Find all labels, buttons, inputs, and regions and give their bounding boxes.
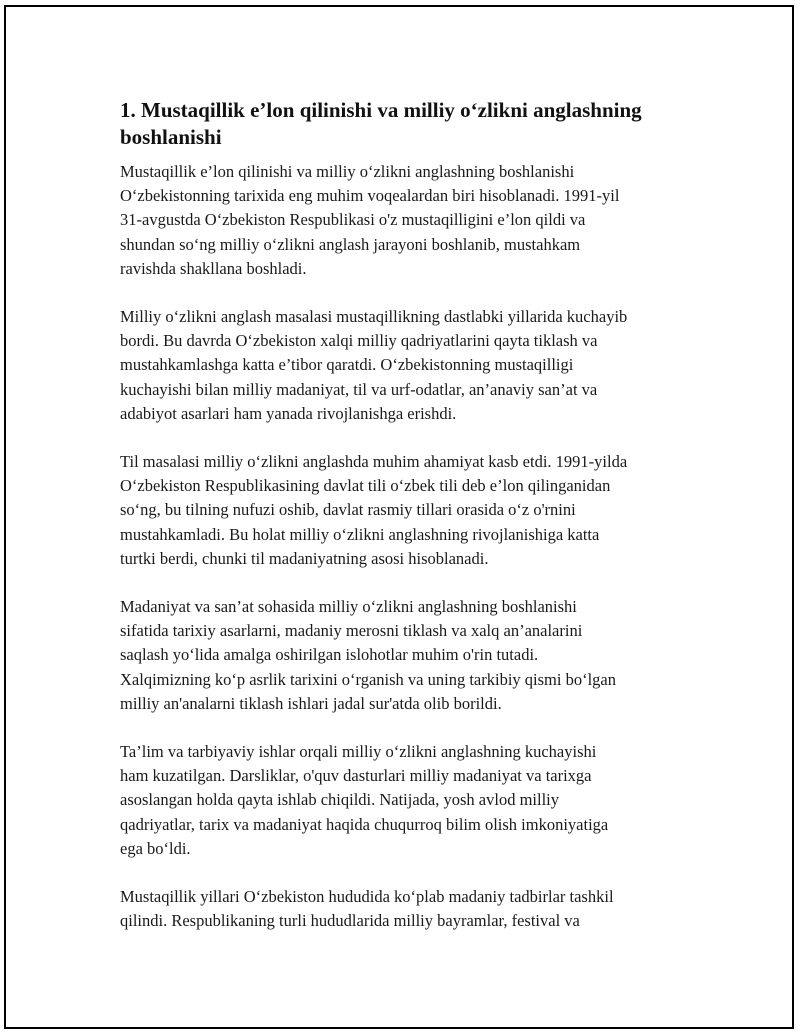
paragraph-cultural-events: Mustaqillik yillari O‘zbekiston hududida ko‘plab madaniy tadbirlar tashkil qilindi. Respublikaning turli hududlarida milliy bayramlar, festival va [120, 887, 614, 931]
document-page [4, 5, 794, 1029]
paragraph-independence: Mustaqillik e’lon qilinishi va milliy o‘zlikni anglashning boshlanishi O‘zbekistonning tarixida eng muhim voqealardan biri hisoblanadi. 1991-yil 31-avgustda O‘zbekiston Respublikasi o'z mustaqilligini e’lon qildi va shundan so‘ng milliy o‘zlikni anglash jarayoni boshlanib, mustahkam ravishda shakllana boshladi. [120, 162, 620, 278]
section-title: 1. Mustaqillik e’lon qilinishi va milliy o‘zlikni anglashning boshlanishi [120, 98, 642, 149]
paragraph-culture-art: Madaniyat va san’at sohasida milliy o‘zlikni anglashning boshlanishi sifatida tarixiy asarlarni, madaniy merosni tiklash va xalq an’analarini saqlash yo‘lida amalga oshirilgan islohotlar muhim o'rin tutadi. Xalqimizning ko‘p asrlik tarixini o‘rganish va uning tarkibiy qismi bo‘lgan milliy an'analarni tiklash ishlari jadal sur'atda olib borildi. [120, 597, 616, 713]
document-body [120, 97, 695, 957]
paragraph-national-identity: Milliy o‘zlikni anglash masalasi mustaqillikning dastlabki yillarida kuchayib bordi. Bu davrda O‘zbekiston xalqi milliy qadriyatlarini qayta tiklash va mustahkamlashga katta e’tibor qaratdi. O‘zbekistonning mustaqilligi kuchayishi bilan milliy madaniyat, til va urf-odatlar, an’anaviy san’at va adabiyot asarlari ham yanada rivojlanishga erishdi. [120, 307, 628, 423]
paragraph-education: Ta’lim va tarbiyaviy ishlar orqali milliy o‘zlikni anglashning kuchayishi ham kuzatilgan. Darsliklar, o'quv dasturlari milliy madaniyat va tarixga asoslangan holda qayta ishlab chiqildi. Natijada, yosh avlod milliy qadriyatlar, tarix va madaniyat haqida chuqurroq bilim olish imkoniyatiga ega bo‘ldi. [120, 742, 609, 858]
paragraph-language: Til masalasi milliy o‘zlikni anglashda muhim ahamiyat kasb etdi. 1991-yilda O‘zbekiston Respublikasining davlat tili o‘zbek tili deb e’lon qilinganidan so‘ng, bu tilning nufuzi oshib, davlat rasmiy tillari orasida o‘z o'rnini mustahkamladi. Bu holat milliy o‘zlikni anglashning rivojlanishiga katta turtki berdi, chunki til madaniyatning asosi hisoblanadi. [120, 452, 628, 568]
